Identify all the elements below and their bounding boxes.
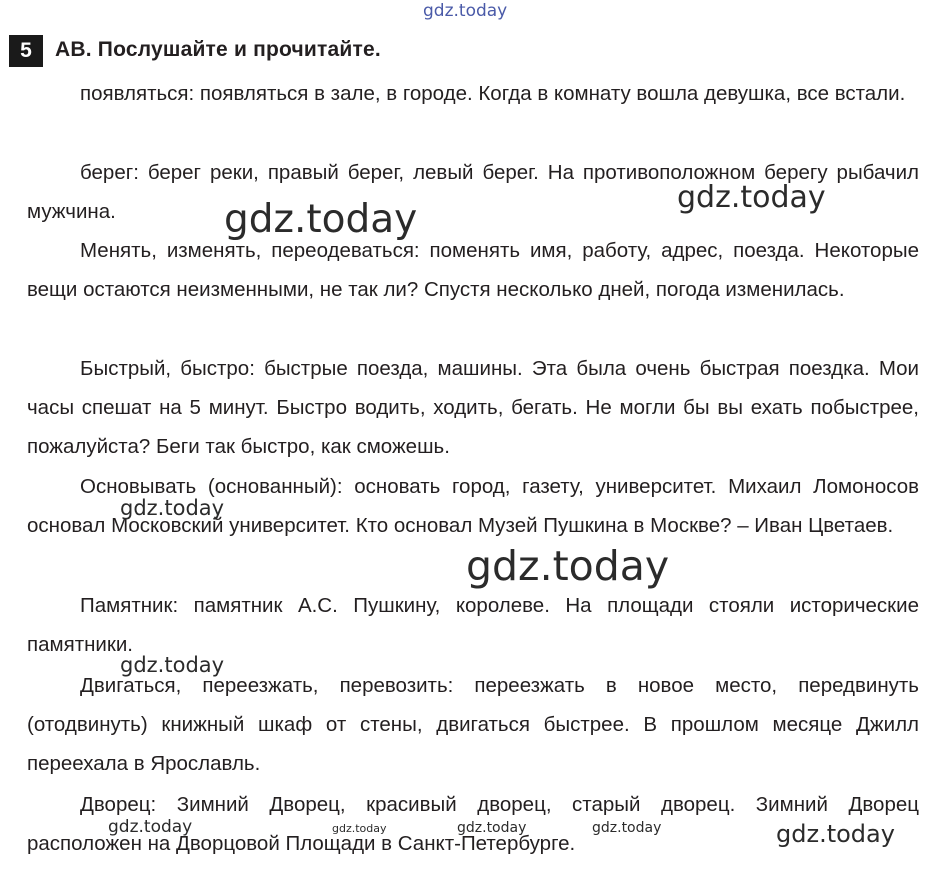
watermark: gdz.today bbox=[120, 496, 225, 520]
watermark: gdz.today bbox=[120, 653, 225, 677]
exercise-number-badge: 5 bbox=[9, 35, 43, 67]
watermark: gdz.today bbox=[224, 197, 418, 242]
paragraph-7 bbox=[27, 666, 919, 783]
watermark: gdz.today bbox=[332, 822, 387, 835]
paragraph-1 bbox=[27, 74, 919, 113]
paragraph-2-text: берег: берег реки, правый берег, левый берег. На противоположном берегу рыбачил мужчина. bbox=[27, 161, 919, 223]
paragraph-5-text: Основывать (основанный): основать город, газету, университет. Михаил Ломоносов основал Московский университет. Кто основал Музей Пушкина в Москве? – Иван Цветаев. bbox=[27, 475, 919, 537]
watermark: gdz.today bbox=[776, 820, 895, 848]
paragraph-3 bbox=[27, 231, 919, 309]
watermark: gdz.today bbox=[466, 542, 670, 590]
watermark-top: gdz.today bbox=[423, 1, 508, 21]
paragraph-7-text: Двигаться, переезжать, перевозить: переезжать в новое место, передвинуть (отодвинуть) книжный шкаф от стены, двигаться быстрее. В прошлом месяце Джилл переехала в Ярославль. bbox=[27, 674, 919, 775]
watermark: gdz.today bbox=[457, 820, 527, 836]
paragraph-6-text: Памятник: памятник А.С. Пушкину, королеве. На площади стояли исторические памятники. bbox=[27, 594, 919, 656]
paragraph-3-text: Менять, изменять, переодеваться: поменять имя, работу, адрес, поезда. Некоторые вещи остаются неизменными, не так ли? Спустя несколько дней, погода изменилась. bbox=[27, 239, 919, 301]
paragraph-4 bbox=[27, 349, 919, 466]
paragraph-8-text: Дворец: Зимний Дворец, красивый дворец, старый дворец. Зимний Дворец расположен на Дворцовой Площади в Санкт-Петербурге. bbox=[27, 793, 919, 855]
watermark: gdz.today bbox=[677, 180, 826, 215]
watermark: gdz.today bbox=[592, 820, 662, 836]
paragraph-4-text: Быстрый, быстро: быстрые поезда, машины. Эта была очень быстрая поездка. Мои часы спешат на 5 минут. Быстро водить, ходить, бегать. Не могли бы вы ехать побыстрее, пожалуйста? Беги так быстро, как сможешь. bbox=[27, 357, 919, 458]
exercise-title: АВ. Послушайте и прочитайте. bbox=[55, 38, 381, 61]
watermark: gdz.today bbox=[108, 817, 193, 837]
paragraph-1-text: появляться: появляться в зале, в городе. Когда в комнату вошла девушка, все встали. bbox=[80, 82, 906, 105]
